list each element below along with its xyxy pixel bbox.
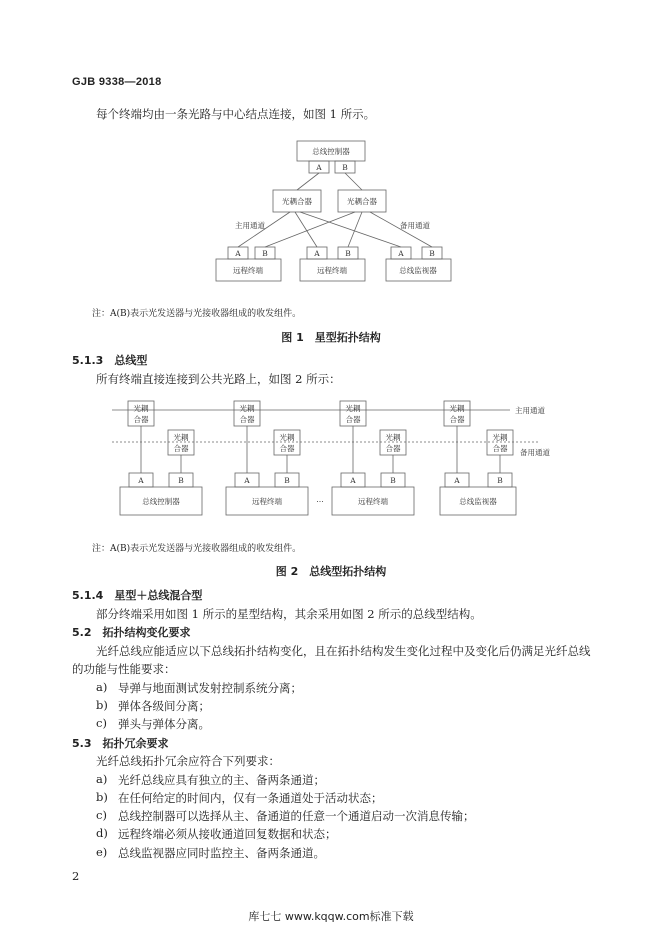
list-item: a) 导弹与地面测试发射控制系统分离； [96, 680, 302, 695]
list-item: b) 在任何给定的时间内，仅有一条通道处于活动状态； [96, 790, 383, 805]
svg-text:光耦: 光耦 [385, 433, 401, 442]
page-number: 2 [72, 869, 80, 883]
intro-text: 每个终端均由一条光路与中心结点连接，如图 1 所示。 [96, 107, 376, 121]
svg-text:光耦: 光耦 [239, 404, 255, 413]
svg-text:A: A [316, 163, 322, 172]
list-item: c) 弹头与弹体分离。 [96, 716, 210, 731]
svg-text:合器: 合器 [279, 444, 295, 453]
svg-text:备用通道: 备用通道 [520, 448, 550, 457]
svg-text:备用通道: 备用通道 [400, 221, 430, 230]
svg-text:A: A [398, 249, 404, 258]
figure-1-note: 注：A(B)表示光发送器与光接收器组成的收发组件。 [92, 309, 302, 319]
svg-text:合器: 合器 [133, 415, 149, 424]
svg-text:B: B [429, 249, 435, 258]
section-5-3-heading: 5.3 拓扑冗余要求 [72, 737, 169, 750]
svg-text:合器: 合器 [385, 444, 401, 453]
svg-text:光耦合器: 光耦合器 [347, 197, 377, 206]
svg-text:B: B [262, 249, 268, 258]
svg-text:A: A [350, 476, 356, 485]
section-5-2-text-line1: 光纤总线应能适应以下总线拓扑结构变化，且在拓扑结构发生变化过程中及变化后仍满足光纤总线 [96, 644, 591, 658]
svg-text:光耦合器: 光耦合器 [282, 197, 312, 206]
svg-text:光耦: 光耦 [492, 433, 508, 442]
figure-2-caption: 图 2 总线型拓扑结构 [275, 565, 387, 578]
svg-text:A: A [454, 476, 460, 485]
svg-text:B: B [497, 476, 503, 485]
list-item: a) 光纤总线应具有独立的主、备两条通道； [96, 772, 325, 787]
svg-text:远程终端: 远程终端 [252, 497, 282, 506]
svg-text:A: A [314, 249, 320, 258]
section-5-1-4-text: 部分终端采用如图 1 所示的星型结构，其余采用如图 2 所示的总线型结构。 [96, 607, 482, 621]
svg-text:光耦: 光耦 [345, 404, 361, 413]
section-5-2-text-line2: 的功能与性能要求： [72, 662, 176, 676]
svg-text:B: B [345, 249, 351, 258]
list-item: d) 远程终端必须从接收通道回复数据和状态； [96, 826, 337, 841]
svg-text:A: A [235, 249, 241, 258]
svg-text:主用通道: 主用通道 [235, 221, 265, 230]
svg-text:光耦: 光耦 [279, 433, 295, 442]
svg-text:主用通道: 主用通道 [515, 406, 545, 415]
svg-text:A: A [138, 476, 144, 485]
figure-1-star-topology [200, 136, 470, 286]
svg-text:B: B [284, 476, 290, 485]
list-item: c) 总线控制器可以选择从主、备通道的任意一个通道启动一次消息传输； [96, 808, 475, 823]
section-5-3-text: 光纤总线拓扑冗余应符合下列要求： [96, 754, 280, 768]
figure-2-bus-topology [110, 398, 560, 522]
svg-text:光耦: 光耦 [173, 433, 189, 442]
svg-text:合器: 合器 [492, 444, 508, 453]
svg-text:B: B [342, 163, 348, 172]
svg-text:合器: 合器 [345, 415, 361, 424]
section-5-1-3-text: 所有终端直接连接到公共光路上，如图 2 所示： [96, 372, 341, 386]
svg-text:A: A [244, 476, 250, 485]
svg-text:合器: 合器 [449, 415, 465, 424]
list-item: b) 弹体各级间分离； [96, 698, 210, 713]
svg-text:远程终端: 远程终端 [317, 266, 347, 275]
svg-text:总线监视器: 总线监视器 [459, 497, 497, 506]
svg-text:B: B [390, 476, 396, 485]
svg-text:总线控制器: 总线控制器 [142, 497, 180, 506]
figure-2-note: 注：A(B)表示光发送器与光接收器组成的收发组件。 [92, 544, 302, 554]
svg-text:B: B [178, 476, 184, 485]
svg-text:…: … [316, 495, 324, 504]
standard-id: GJB 9338—2018 [72, 76, 162, 88]
svg-text:总线监视器: 总线监视器 [399, 266, 437, 275]
svg-text:远程终端: 远程终端 [358, 497, 388, 506]
section-5-2-heading: 5.2 拓扑结构变化要求 [72, 626, 191, 639]
svg-text:光耦: 光耦 [133, 404, 149, 413]
svg-text:合器: 合器 [239, 415, 255, 424]
figure-1-caption: 图 1 星型拓扑结构 [281, 331, 381, 344]
footer-watermark: 库七七 www.kqqw.com标准下载 [248, 910, 414, 923]
svg-text:合器: 合器 [173, 444, 189, 453]
svg-text:总线控制器: 总线控制器 [312, 147, 350, 156]
section-5-1-4-heading: 5.1.4 星型＋总线混合型 [72, 589, 203, 602]
list-item: e) 总线监视器应同时监控主、备两条通道。 [96, 845, 325, 860]
svg-text:光耦: 光耦 [449, 404, 465, 413]
svg-text:远程终端: 远程终端 [233, 266, 263, 275]
section-5-1-3-heading: 5.1.3 总线型 [72, 354, 148, 367]
